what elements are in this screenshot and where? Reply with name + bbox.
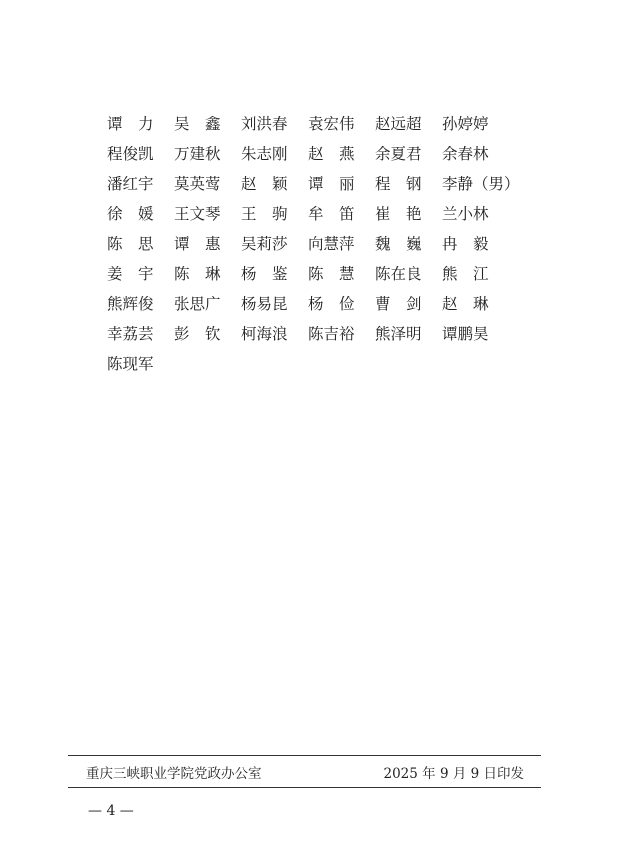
person-name: 崔 艳 — [375, 205, 422, 223]
person-name: 徐 媛 — [107, 205, 154, 223]
person-name: 熊 江 — [442, 265, 489, 283]
person-name: 陈 琳 — [174, 265, 221, 283]
person-name: 孙婷婷 — [442, 115, 489, 133]
person-name: 陈现军 — [107, 355, 154, 373]
person-name: 姜 宇 — [107, 265, 154, 283]
person-name: 赵 琳 — [442, 295, 489, 313]
person-name: 赵 颖 — [241, 175, 288, 193]
person-name: 张思广 — [174, 295, 221, 313]
person-name: 陈吉裕 — [308, 325, 355, 343]
person-name: 万建秋 — [174, 145, 221, 163]
name-row — [107, 168, 520, 198]
person-name: 潘红宇 — [107, 175, 154, 193]
person-name: 吴 鑫 — [174, 115, 221, 133]
person-name: 熊泽明 — [375, 325, 422, 343]
person-name: 幸荔芸 — [107, 325, 154, 343]
person-name: 谭 惠 — [174, 235, 221, 253]
person-name: 柯海浪 — [241, 325, 288, 343]
issuing-office: 重庆三峡职业学院党政办公室 — [86, 766, 262, 782]
person-name: 刘洪春 — [241, 115, 288, 133]
footer-bottom-rule — [68, 787, 541, 788]
person-name: 牟 笛 — [308, 205, 355, 223]
name-row — [107, 108, 509, 138]
person-name: 谭 丽 — [308, 175, 355, 193]
person-name: 魏 巍 — [375, 235, 422, 253]
person-name: 兰小林 — [442, 205, 489, 223]
person-name: 程俊凯 — [107, 145, 154, 163]
person-name: 杨 俭 — [308, 295, 355, 313]
person-name: 陈在良 — [375, 265, 422, 283]
person-name: 谭鹏昊 — [442, 325, 489, 343]
footer-top-rule — [68, 755, 541, 756]
person-name: 谭 力 — [107, 115, 154, 133]
person-name: 李静（男） — [442, 175, 520, 193]
person-name: 莫英莺 — [174, 175, 221, 193]
person-name: 彭 钦 — [174, 325, 221, 343]
person-name: 袁宏伟 — [308, 115, 355, 133]
person-name: 王 驹 — [241, 205, 288, 223]
person-name: 朱志刚 — [241, 145, 288, 163]
person-name: 余夏君 — [375, 145, 422, 163]
person-name: 程 钢 — [375, 175, 422, 193]
page-number: — 4 — — [88, 803, 134, 819]
person-name: 向慧萍 — [308, 235, 355, 253]
person-name: 陈 思 — [107, 235, 154, 253]
name-row — [107, 198, 509, 228]
name-row — [107, 288, 509, 318]
person-name: 杨 鉴 — [241, 265, 288, 283]
person-name: 冉 毅 — [442, 235, 489, 253]
name-row — [107, 138, 509, 168]
person-name: 王文琴 — [174, 205, 221, 223]
person-name: 曹 剑 — [375, 295, 422, 313]
name-row — [107, 348, 509, 378]
name-row — [107, 228, 509, 258]
person-name: 吴莉莎 — [241, 235, 288, 253]
name-row — [107, 318, 509, 348]
person-name: 余春林 — [442, 145, 489, 163]
name-list — [107, 108, 520, 378]
person-name: 赵远超 — [375, 115, 422, 133]
person-name: 熊辉俊 — [107, 295, 154, 313]
person-name: 赵 燕 — [308, 145, 355, 163]
name-row — [107, 258, 509, 288]
person-name: 陈 慧 — [308, 265, 355, 283]
issue-date: 2025 年 9 月 9 日印发 — [383, 766, 524, 782]
person-name: 杨易昆 — [241, 295, 288, 313]
